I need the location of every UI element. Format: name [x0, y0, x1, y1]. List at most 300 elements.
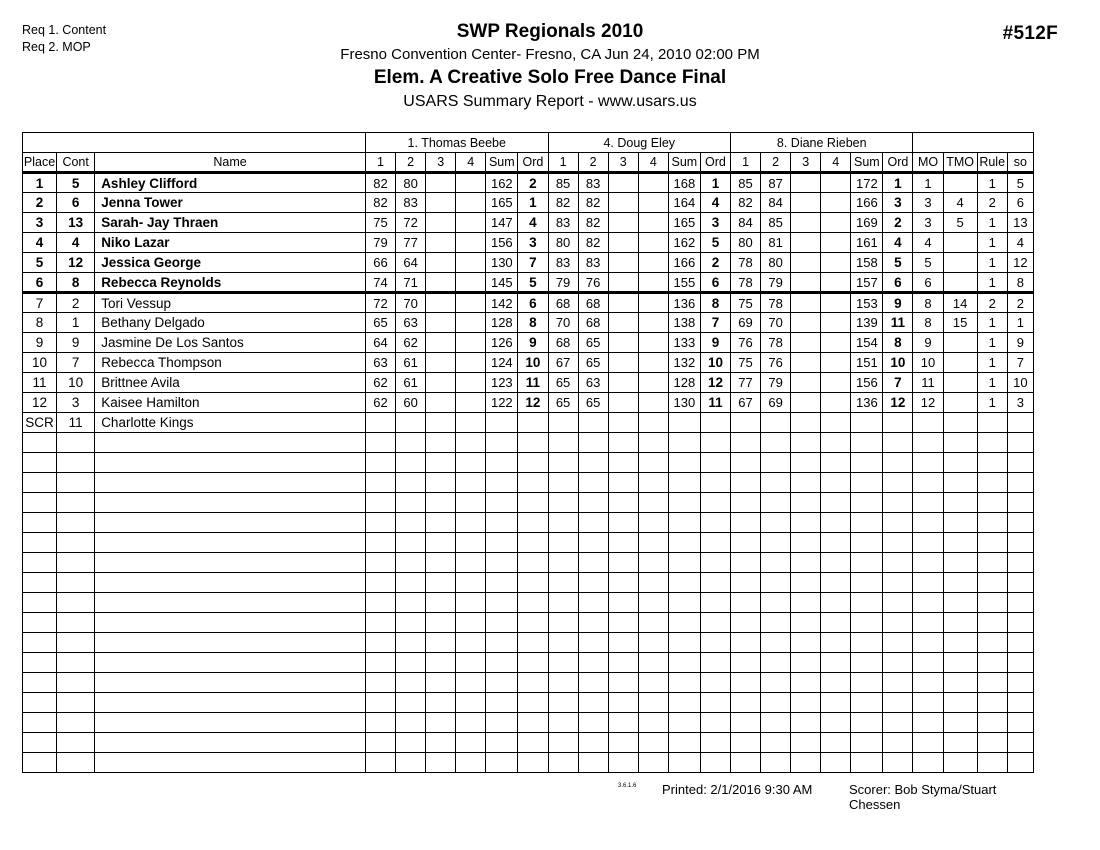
cell-empty	[456, 613, 486, 633]
column-header-row	[23, 153, 1034, 173]
cell-j3-p3	[791, 373, 821, 393]
cell-empty	[913, 693, 943, 713]
cell-j1-p2: 64	[396, 253, 426, 273]
table-row-empty[interactable]	[23, 533, 1034, 553]
cell-empty	[608, 673, 638, 693]
cell-empty	[851, 493, 883, 513]
cell-place: 9	[23, 333, 57, 353]
cell-empty	[821, 733, 851, 753]
cell-j1-p1: 62	[365, 393, 395, 413]
cell-empty	[578, 473, 608, 493]
cell-empty	[518, 653, 548, 673]
cell-empty	[486, 553, 518, 573]
table-row-empty[interactable]	[23, 713, 1034, 733]
cell-j2-p2: 83	[578, 253, 608, 273]
table-row[interactable]	[23, 233, 1034, 253]
cell-empty	[396, 533, 426, 553]
cell-j2-p1: 65	[548, 393, 578, 413]
cell-empty	[365, 513, 395, 533]
cell-empty	[456, 553, 486, 573]
cell-empty	[731, 693, 761, 713]
cell-empty	[731, 473, 761, 493]
cell-empty	[518, 613, 548, 633]
table-row-empty[interactable]	[23, 453, 1034, 473]
cell-empty	[456, 493, 486, 513]
cell-empty	[578, 713, 608, 733]
cell-j3-ord: 9	[883, 293, 913, 313]
cell-j3-sum: 169	[851, 213, 883, 233]
cell-empty	[548, 713, 578, 733]
cell-j2-ord: 12	[700, 373, 730, 393]
cell-empty	[578, 533, 608, 553]
cell-j3-sum: 136	[851, 393, 883, 413]
cell-empty	[57, 653, 95, 673]
cell-empty	[426, 493, 456, 513]
cell-empty	[668, 553, 700, 573]
cell-empty	[977, 653, 1007, 673]
cell-empty	[700, 633, 730, 653]
cell-j1-p2: 60	[396, 393, 426, 413]
cell-empty	[761, 753, 791, 773]
cell-j1-p2	[396, 413, 426, 433]
cell-tmo: 14	[943, 293, 977, 313]
table-row-empty[interactable]	[23, 673, 1034, 693]
cell-empty	[977, 473, 1007, 493]
cell-empty	[761, 653, 791, 673]
cell-j2-sum: 128	[668, 373, 700, 393]
cell-empty	[821, 453, 851, 473]
cell-tmo: 15	[943, 313, 977, 333]
cell-empty	[883, 573, 913, 593]
table-row[interactable]	[23, 333, 1034, 353]
cell-empty	[608, 553, 638, 573]
table-row[interactable]	[23, 313, 1034, 333]
table-row[interactable]	[23, 173, 1034, 193]
cell-j3-p1: 77	[731, 373, 761, 393]
cell-place: 10	[23, 353, 57, 373]
cell-cont: 3	[57, 393, 95, 413]
cell-empty	[731, 653, 761, 673]
cell-j1-p3	[426, 333, 456, 353]
judge-header-2: 4. Doug Eley	[548, 133, 730, 153]
cell-empty	[23, 733, 57, 753]
cell-j2-sum: 155	[668, 273, 700, 293]
cell-empty	[668, 593, 700, 613]
cell-empty	[426, 473, 456, 493]
table-row[interactable]	[23, 293, 1034, 313]
cell-j3-p1: 69	[731, 313, 761, 333]
column-header-j1-p1: 1	[365, 153, 395, 173]
table-row[interactable]	[23, 413, 1034, 433]
cell-empty	[977, 693, 1007, 713]
cell-empty	[578, 593, 608, 613]
cell-j3-p3	[791, 193, 821, 213]
cell-empty	[821, 533, 851, 553]
judge-header-1: 1. Thomas Beebe	[365, 133, 548, 153]
cell-empty	[486, 753, 518, 773]
cell-cont: 2	[57, 293, 95, 313]
cell-empty	[761, 513, 791, 533]
cell-j1-ord: 11	[518, 373, 548, 393]
cell-empty	[638, 593, 668, 613]
cell-empty	[518, 513, 548, 533]
cell-mo: 11	[913, 373, 943, 393]
document-id: #512F	[1002, 23, 1058, 44]
cell-rule: 1	[977, 353, 1007, 373]
cell-cont: 6	[57, 193, 95, 213]
cell-j2-sum: 162	[668, 233, 700, 253]
cell-empty	[913, 473, 943, 493]
cell-empty	[977, 513, 1007, 533]
cell-j2-ord: 6	[700, 273, 730, 293]
cell-empty	[913, 593, 943, 613]
cell-j3-p3	[791, 413, 821, 433]
cell-empty	[456, 433, 486, 453]
cell-empty	[851, 673, 883, 693]
cell-empty	[548, 753, 578, 773]
cell-empty	[791, 533, 821, 553]
cell-j2-p2: 82	[578, 233, 608, 253]
column-header-so: so	[1007, 153, 1033, 173]
cell-empty	[548, 573, 578, 593]
cell-empty	[791, 693, 821, 713]
cell-empty	[913, 573, 943, 593]
cell-tmo	[943, 273, 977, 293]
cell-empty	[57, 613, 95, 633]
cell-mo: 12	[913, 393, 943, 413]
cell-j1-p4	[456, 193, 486, 213]
cell-j3-ord: 3	[883, 193, 913, 213]
cell-empty	[851, 453, 883, 473]
cell-empty	[396, 553, 426, 573]
cell-empty	[761, 533, 791, 553]
cell-tmo: 5	[943, 213, 977, 233]
cell-name: Tori Vessup	[95, 293, 366, 313]
cell-empty	[365, 753, 395, 773]
column-header-j1-p3: 3	[426, 153, 456, 173]
cell-j3-p2: 80	[761, 253, 791, 273]
cell-empty	[57, 533, 95, 553]
cell-j2-sum: 164	[668, 193, 700, 213]
cell-empty	[608, 633, 638, 653]
cell-j2-p3	[608, 273, 638, 293]
cell-empty	[23, 473, 57, 493]
table-row[interactable]	[23, 353, 1034, 373]
cell-empty	[668, 453, 700, 473]
title-block	[0, 20, 1100, 113]
cell-empty	[638, 613, 668, 633]
cell-j3-sum: 154	[851, 333, 883, 353]
cell-name: Bethany Delgado	[95, 313, 366, 333]
cell-empty	[791, 653, 821, 673]
cell-empty	[518, 493, 548, 513]
cell-empty	[95, 453, 366, 473]
cell-j2-p3	[608, 213, 638, 233]
table-row-empty[interactable]	[23, 573, 1034, 593]
cell-empty	[95, 633, 366, 653]
cell-empty	[977, 553, 1007, 573]
cell-j2-p1	[548, 413, 578, 433]
cell-name: Rebecca Thompson	[95, 353, 366, 373]
cell-j2-p1: 82	[548, 193, 578, 213]
cell-j2-ord	[700, 413, 730, 433]
cell-j1-p4	[456, 393, 486, 413]
table-row[interactable]	[23, 193, 1034, 213]
table-row[interactable]	[23, 273, 1034, 293]
cell-empty	[396, 513, 426, 533]
cell-empty	[913, 653, 943, 673]
cell-mo: 8	[913, 293, 943, 313]
cell-place: 5	[23, 253, 57, 273]
cell-empty	[426, 513, 456, 533]
cell-empty	[57, 573, 95, 593]
cell-j2-sum: 132	[668, 353, 700, 373]
cell-empty	[548, 633, 578, 653]
cell-empty	[943, 493, 977, 513]
cell-empty	[700, 573, 730, 593]
cell-empty	[1007, 653, 1033, 673]
cell-empty	[943, 673, 977, 693]
cell-j3-p3	[791, 253, 821, 273]
cell-empty	[23, 693, 57, 713]
cell-j2-p2: 82	[578, 213, 608, 233]
cell-empty	[608, 713, 638, 733]
cell-empty	[761, 693, 791, 713]
cell-empty	[1007, 433, 1033, 453]
cell-j2-ord: 3	[700, 213, 730, 233]
cell-place: 2	[23, 193, 57, 213]
column-header-place: Place	[23, 153, 57, 173]
requirement-line-1: Req 1. Content	[22, 23, 107, 37]
cell-j2-p1: 68	[548, 293, 578, 313]
cell-j2-p3	[608, 353, 638, 373]
cell-j1-sum: 128	[486, 313, 518, 333]
cell-j3-sum: 166	[851, 193, 883, 213]
cell-j3-p3	[791, 233, 821, 253]
cell-empty	[700, 593, 730, 613]
cell-empty	[638, 693, 668, 713]
cell-j1-p3	[426, 213, 456, 233]
cell-empty	[700, 493, 730, 513]
cell-empty	[943, 653, 977, 673]
cell-j1-p1: 75	[365, 213, 395, 233]
cell-empty	[700, 553, 730, 573]
cell-rule: 1	[977, 273, 1007, 293]
table-row-empty[interactable]	[23, 753, 1034, 773]
cell-empty	[700, 533, 730, 553]
cell-so: 7	[1007, 353, 1033, 373]
cell-empty	[943, 473, 977, 493]
cell-empty	[821, 573, 851, 593]
cell-empty	[396, 653, 426, 673]
cell-empty	[851, 713, 883, 733]
table-row-empty[interactable]	[23, 693, 1034, 713]
cell-tmo	[943, 373, 977, 393]
cell-rule	[977, 413, 1007, 433]
cell-empty	[486, 513, 518, 533]
cell-empty	[548, 733, 578, 753]
cell-j2-p2: 63	[578, 373, 608, 393]
cell-empty	[456, 593, 486, 613]
table-row[interactable]	[23, 393, 1034, 413]
cell-empty	[791, 733, 821, 753]
table-row-empty[interactable]	[23, 553, 1034, 573]
cell-empty	[396, 433, 426, 453]
cell-empty	[23, 573, 57, 593]
cell-j1-p2: 71	[396, 273, 426, 293]
column-header-mo: MO	[913, 153, 943, 173]
cell-j1-ord: 8	[518, 313, 548, 333]
cell-empty	[731, 753, 761, 773]
cell-empty	[1007, 673, 1033, 693]
cell-empty	[578, 513, 608, 533]
cell-j1-p3	[426, 173, 456, 193]
column-header-rule: Rule	[977, 153, 1007, 173]
cell-empty	[608, 593, 638, 613]
cell-j1-sum	[486, 413, 518, 433]
cell-empty	[791, 593, 821, 613]
cell-empty	[913, 553, 943, 573]
cell-empty	[95, 713, 366, 733]
cell-empty	[977, 753, 1007, 773]
cell-empty	[821, 693, 851, 713]
cell-rule: 1	[977, 213, 1007, 233]
cell-j3-p3	[791, 273, 821, 293]
cell-empty	[396, 713, 426, 733]
cell-j3-p1: 78	[731, 273, 761, 293]
cell-place: 11	[23, 373, 57, 393]
cell-empty	[23, 673, 57, 693]
cell-empty	[456, 513, 486, 533]
cell-j1-sum: 126	[486, 333, 518, 353]
cell-empty	[426, 693, 456, 713]
cell-empty	[396, 693, 426, 713]
cell-empty	[518, 633, 548, 653]
cell-j1-p1: 65	[365, 313, 395, 333]
cell-j2-p3	[608, 413, 638, 433]
table-row[interactable]	[23, 373, 1034, 393]
cell-empty	[486, 673, 518, 693]
cell-empty	[578, 613, 608, 633]
cell-j1-p1: 82	[365, 173, 395, 193]
table-row-empty[interactable]	[23, 633, 1034, 653]
cell-empty	[456, 473, 486, 493]
table-row[interactable]	[23, 253, 1034, 273]
cell-j3-p1: 75	[731, 293, 761, 313]
cell-cont: 11	[57, 413, 95, 433]
table-row-empty[interactable]	[23, 473, 1034, 493]
table-row-empty[interactable]	[23, 733, 1034, 753]
cell-empty	[977, 573, 1007, 593]
cell-j3-ord: 4	[883, 233, 913, 253]
cell-empty	[977, 613, 1007, 633]
cell-empty	[638, 493, 668, 513]
cell-empty	[821, 493, 851, 513]
cell-empty	[57, 513, 95, 533]
cell-empty	[486, 573, 518, 593]
cell-j1-ord: 5	[518, 273, 548, 293]
cell-empty	[943, 753, 977, 773]
cell-empty	[486, 493, 518, 513]
cell-mo: 5	[913, 253, 943, 273]
cell-j1-ord: 1	[518, 193, 548, 213]
cell-empty	[851, 513, 883, 533]
cell-empty	[943, 693, 977, 713]
cell-name: Jenna Tower	[95, 193, 366, 213]
cell-j1-ord: 10	[518, 353, 548, 373]
cell-empty	[518, 693, 548, 713]
cell-j2-p4	[638, 313, 668, 333]
cell-empty	[608, 733, 638, 753]
cell-empty	[638, 433, 668, 453]
cell-empty	[608, 613, 638, 633]
cell-j3-p1: 67	[731, 393, 761, 413]
table-row-empty[interactable]	[23, 433, 1034, 453]
cell-empty	[851, 753, 883, 773]
cell-empty	[426, 673, 456, 693]
judge-header-row	[23, 133, 1034, 153]
cell-j3-p4	[821, 253, 851, 273]
cell-empty	[731, 573, 761, 593]
cell-empty	[638, 733, 668, 753]
cell-j1-sum: 130	[486, 253, 518, 273]
cell-j3-p3	[791, 173, 821, 193]
cell-empty	[456, 693, 486, 713]
cell-name: Jasmine De Los Santos	[95, 333, 366, 353]
table-row-empty[interactable]	[23, 513, 1034, 533]
column-header-j3-p1: 1	[731, 153, 761, 173]
cell-rule: 1	[977, 173, 1007, 193]
cell-empty	[365, 693, 395, 713]
cell-j3-p4	[821, 313, 851, 333]
cell-j1-p1: 62	[365, 373, 395, 393]
table-row[interactable]	[23, 213, 1034, 233]
cell-j1-p3	[426, 253, 456, 273]
cell-empty	[518, 713, 548, 733]
table-row-empty[interactable]	[23, 613, 1034, 633]
cell-empty	[638, 553, 668, 573]
cell-empty	[426, 733, 456, 753]
cell-j3-p4	[821, 413, 851, 433]
cell-empty	[883, 493, 913, 513]
cell-cont: 13	[57, 213, 95, 233]
cell-empty	[1007, 493, 1033, 513]
cell-empty	[883, 513, 913, 533]
cell-j3-sum: 158	[851, 253, 883, 273]
cell-empty	[668, 653, 700, 673]
cell-empty	[396, 473, 426, 493]
cell-empty	[638, 573, 668, 593]
table-row-empty[interactable]	[23, 593, 1034, 613]
cell-empty	[668, 433, 700, 453]
cell-j2-p2: 68	[578, 313, 608, 333]
cell-j3-ord: 11	[883, 313, 913, 333]
cell-j2-p3	[608, 193, 638, 213]
cell-j3-sum: 161	[851, 233, 883, 253]
table-row-empty[interactable]	[23, 493, 1034, 513]
cell-empty	[578, 673, 608, 693]
cell-j3-p1: 78	[731, 253, 761, 273]
table-row-empty[interactable]	[23, 653, 1034, 673]
cell-j3-ord: 8	[883, 333, 913, 353]
scorer-label: Scorer: Bob Styma/Stuart Chessen	[849, 782, 997, 812]
cell-empty	[486, 633, 518, 653]
cell-j2-p1: 80	[548, 233, 578, 253]
cell-j2-p2: 65	[578, 393, 608, 413]
cell-j1-p1	[365, 413, 395, 433]
cell-j3-p3	[791, 213, 821, 233]
cell-empty	[700, 753, 730, 773]
